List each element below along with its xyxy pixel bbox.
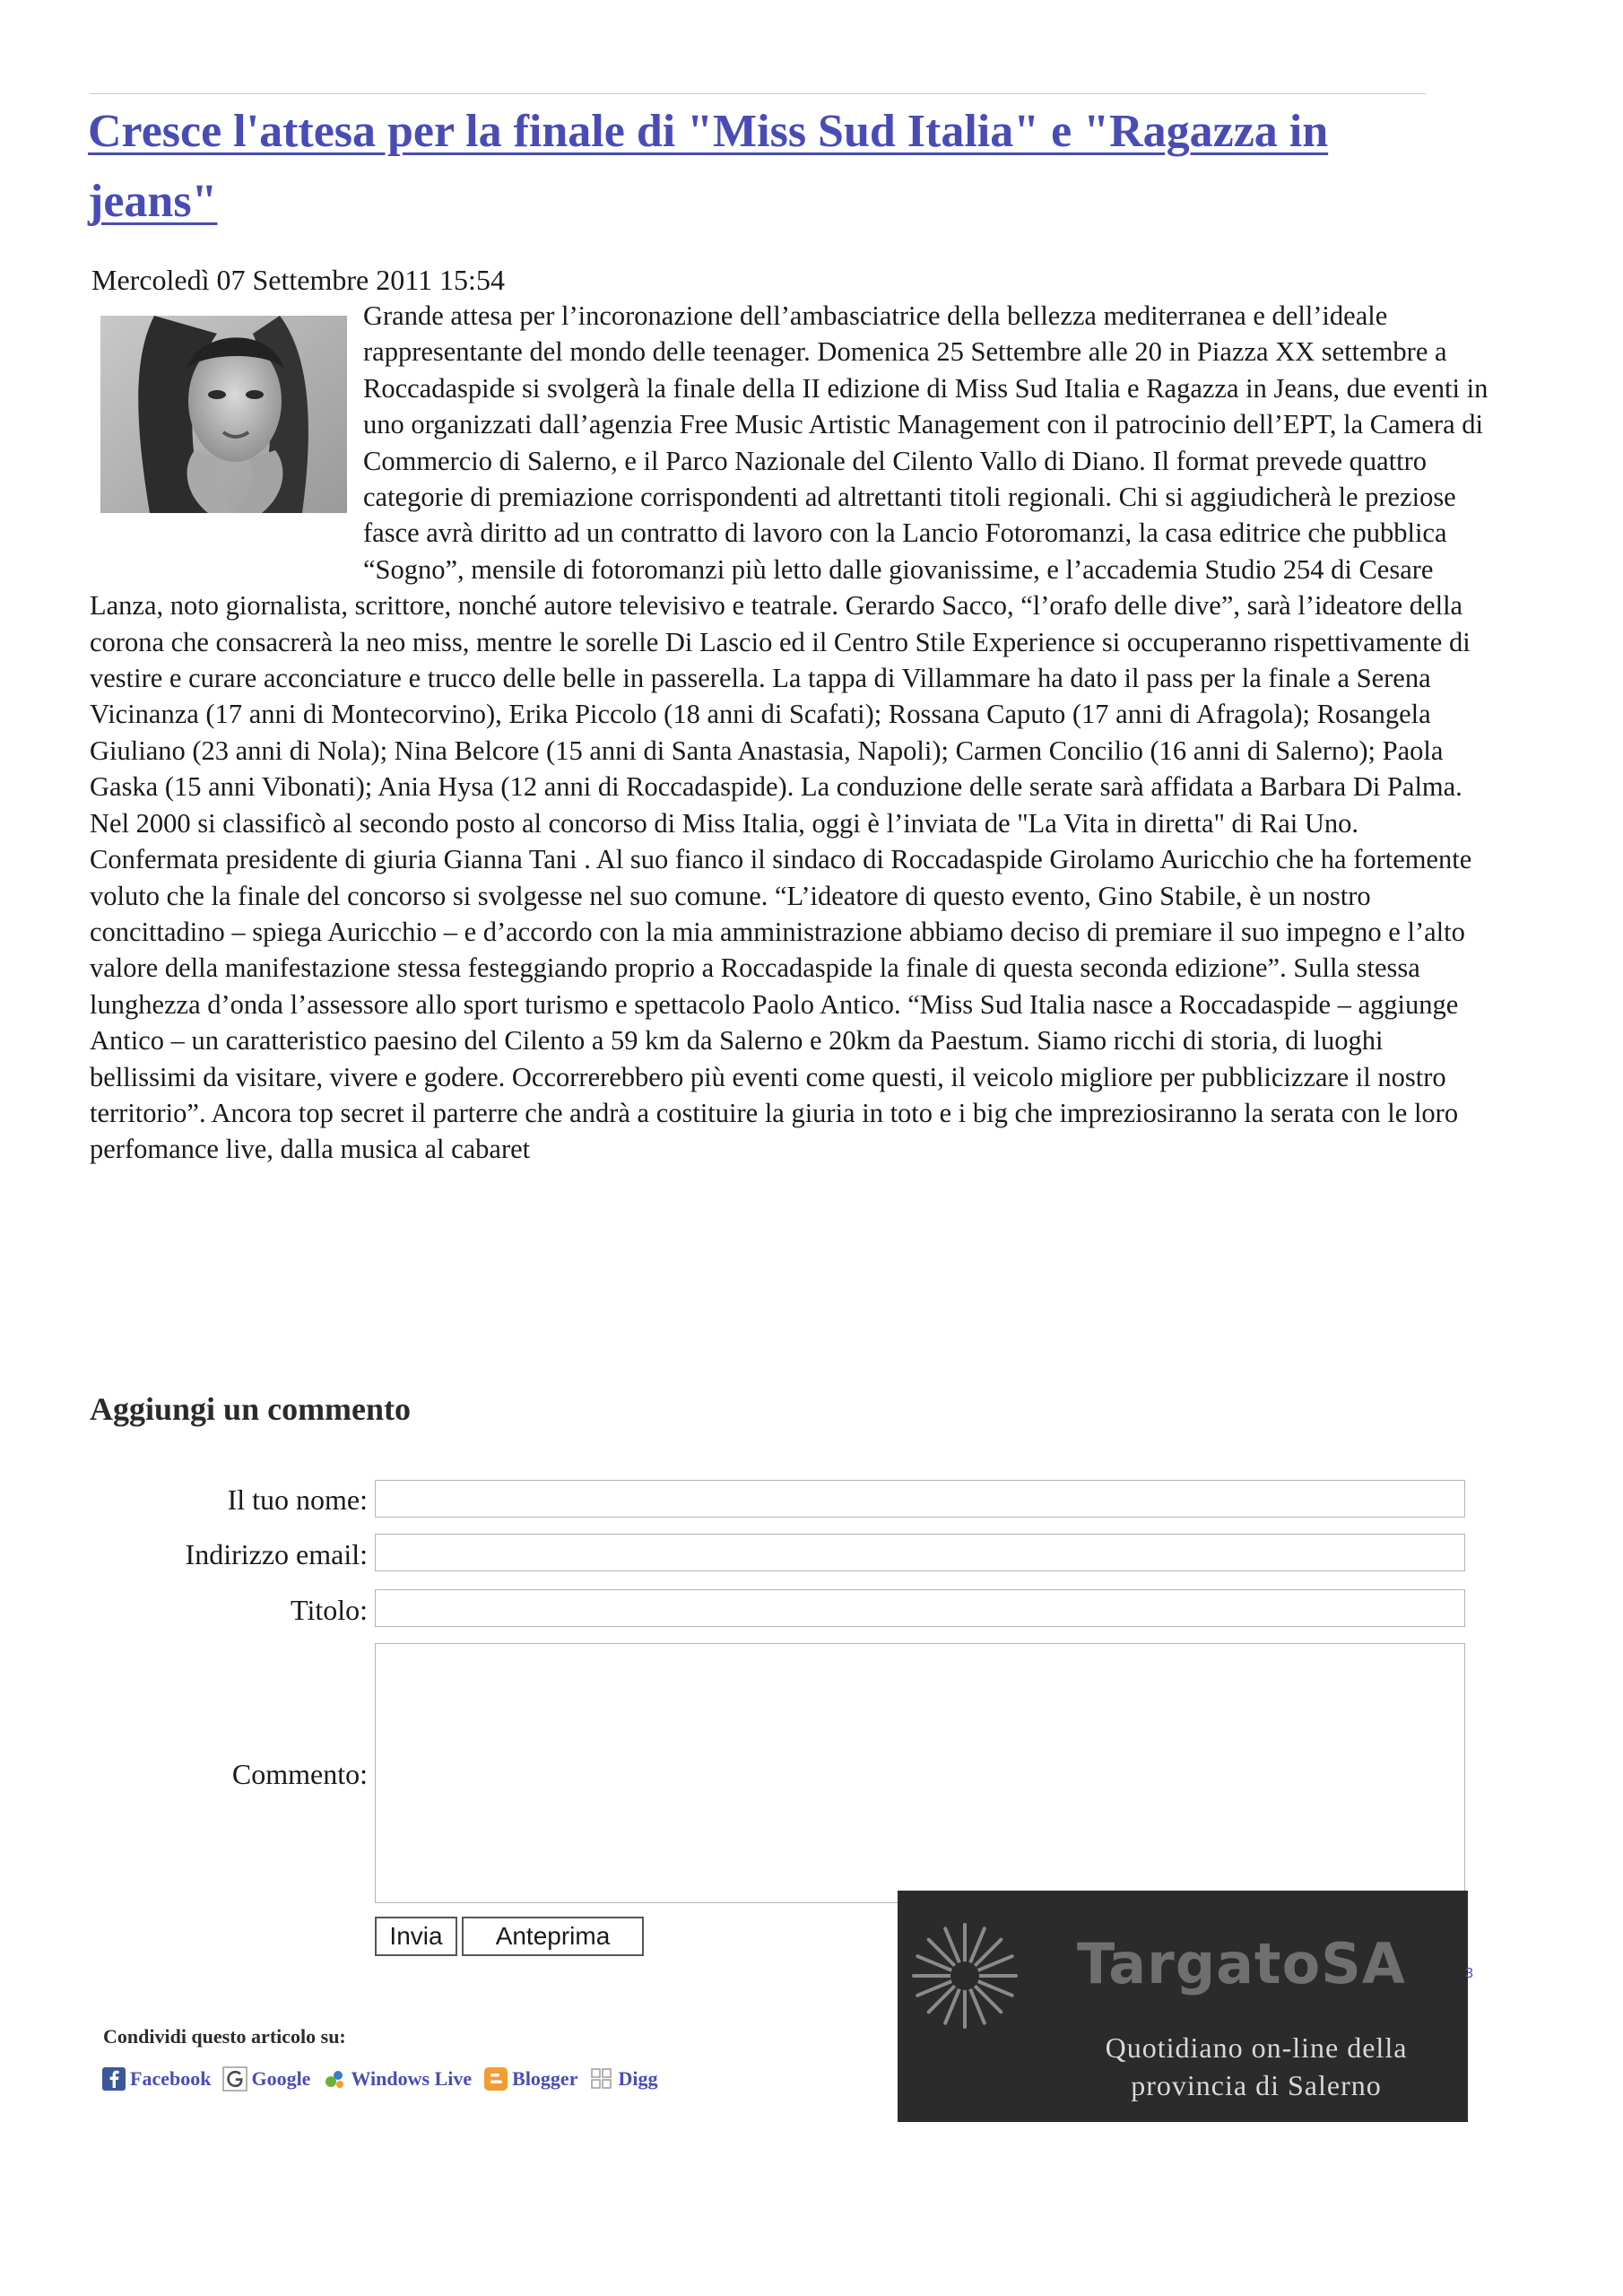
banner-brand-name: TargatoSA (1077, 1931, 1406, 1996)
share-facebook-label: Facebook (130, 2067, 212, 2090)
facebook-icon (100, 2066, 127, 2092)
email-input[interactable] (375, 1534, 1465, 1571)
share-label: Condividi questo articolo su: (103, 2025, 346, 2048)
comment-label: Commento: (231, 1758, 368, 1790)
share-digg-label: Digg (618, 2067, 658, 2090)
targatosa-banner[interactable] (898, 1891, 1468, 2122)
comment-form-heading: Aggiungi un commento (90, 1391, 412, 1427)
share-blogger-label: Blogger (512, 2067, 578, 2090)
share-google-link[interactable] (221, 2066, 310, 2092)
windows-live-icon (321, 2066, 348, 2092)
blogger-icon (482, 2066, 509, 2092)
title-label: Titolo: (291, 1594, 368, 1626)
share-windows-live-link[interactable] (321, 2066, 472, 2092)
share-links (100, 2061, 668, 2097)
share-google-label: Google (251, 2067, 311, 2090)
digg-icon (588, 2066, 615, 2092)
name-input[interactable] (375, 1480, 1465, 1518)
sunburst-logo-icon (907, 1918, 1023, 2034)
banner-tagline: Quotidiano on-line della provincia di Salerno (1105, 2031, 1408, 2101)
share-windows-live-label: Windows Live (351, 2067, 473, 2090)
submit-button[interactable]: Invia (375, 1917, 457, 1956)
article-headline[interactable]: Cresce l'attesa per la finale di "Miss Sud Italia" e "Ragazza in jeans" (88, 106, 1329, 227)
top-divider (90, 93, 1426, 94)
preview-button[interactable]: Anteprima (462, 1917, 644, 1956)
comment-textarea[interactable] (375, 1643, 1465, 1903)
photo-wrap-space (90, 298, 363, 560)
share-digg-link[interactable] (588, 2066, 657, 2092)
article-dateline: Mercoledì 07 Settembre 2011 15:54 (91, 264, 505, 296)
share-blogger-link[interactable] (482, 2066, 577, 2092)
email-label: Indirizzo email: (185, 1538, 368, 1570)
banner-side-mark: 3 (1465, 1966, 1473, 1981)
name-label: Il tuo nome: (227, 1483, 368, 1516)
share-facebook-link[interactable] (100, 2066, 211, 2092)
title-input[interactable] (375, 1589, 1465, 1627)
article-body-text: Grande attesa per l’incoronazione dell’ambasciatrice della bellezza mediterranea e dell’ideale rappresentante del mondo delle teenager. Domenica 25 Settembre alle 20 in Piazza XX settembre a Roccadaspide si svolgerà la finale della II edizione di Miss Sud Italia e Ragazza in Jeans, due eventi in uno organizzati dall’agenzia Free Music Artistic Management con il patrocinio dell’EPT, la Camera di Commercio di Salerno, e il Parco Nazionale del Cilento Vallo di Diano. Il format prevede quattro categorie di premiazione corrispondenti ad altrettanti titoli regionali. Chi si aggiudicherà le preziose fasce avrà diritto ad un contratto di lavoro con la Lancio Fotoromanzi, la casa editrice che pubblica “Sogno”, mensile di fotoromanzi più letto dalle giovanissime, e l’accademia Studio 254 di Cesare Lanza, noto giornalista, scrittore, nonché autore televisivo e teatrale. Gerardo Sacco, “l’orafo delle dive”, sarà l’ideatore della corona che consacrerà la neo miss, mentre le sorelle Di Lascio ed il Centro Stile Experience si occuperanno rispettivamente di vestire e curare acconciature e trucco delle belle in passerella. La tappa di Villammare ha dato il pass per la finale a Serena Vicinanza (17 anni di Montecorvino), Erika Piccolo (18 anni di Scafati); Rossana Caputo (17 anni di Afragola); Rosangela Giuliano (23 anni di Nola); Nina Belcore (15 anni di Santa Anastasia, Napoli); Carmen Concilio (16 anni di Salerno); Paola Gaska (15 anni Vibonati); Ania Hysa (12 anni di Roccadaspide). La conduzione delle serate sarà affidata a Barbara Di Palma. Nel 2000 si classificò al secondo posto al concorso di Miss Italia, oggi è l’inviata de "La Vita in diretta" di Rai Uno. Confermata presidente di giuria Gianna Tani . Al suo fianco il sindaco di Roccadaspide Girolamo Auricchio che ha fortemente voluto che la finale del concorso si svolgesse nel suo comune. “L’ideatore di questo evento, Gino Stabile, è un nostro concittadino – spiega Auricchio – e d’accordo con la mia amministrazione abbiamo deciso di premiare il suo impegno e l’alto valore della manifestazione stessa festeggiando proprio a Roccadaspide la finale di questa seconda edizione”. Sulla stessa lunghezza d’onda l’assessore allo sport turismo e spettacolo Paolo Antico. “Miss Sud Italia nasce a Roccadaspide – aggiunge Antico – un caratteristico paesino del Cilento a 59 km da Salerno e 20km da Paestum. Siamo ricchi di storia, di luoghi bellissimi da visitare, vivere e godere. Occorrerebbero più eventi come questi, il veicolo migliore per pubblicizzare il nostro territorio”. Ancora top secret il parterre che andrà a costituire la giuria in toto e i big che impreziosiranno la serata con le loro perfomance live, dalla musica al cabaret (90, 300, 1488, 1165)
article-body (90, 298, 1493, 1168)
google-icon (221, 2066, 248, 2092)
